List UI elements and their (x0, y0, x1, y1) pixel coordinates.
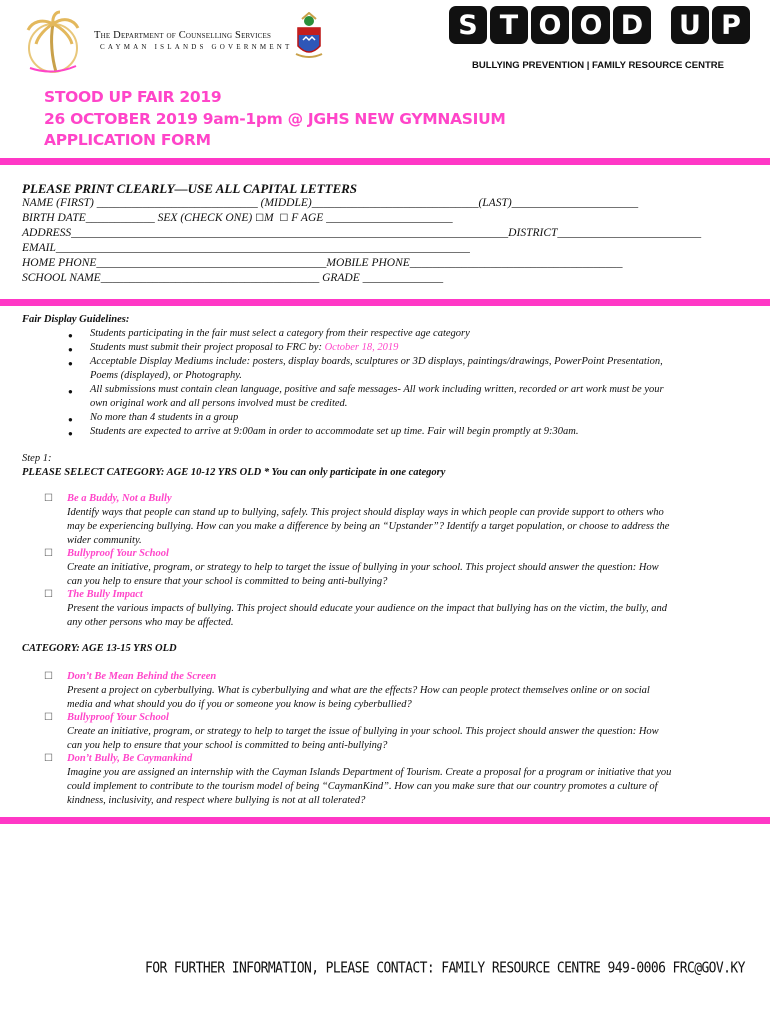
male-checkbox[interactable]: ☐ (255, 213, 265, 224)
category-desc: can you help to ensure that your school is committed to being anti-bullying? (67, 740, 388, 751)
category-checkbox[interactable]: ☐ (44, 493, 53, 504)
brand-tile: S (449, 6, 487, 44)
brand-tile: P (712, 6, 750, 44)
contact-footer: FOR FURTHER INFORMATION, PLEASE CONTACT: FAMILY RESOURCE CENTRE 949-0006 FRC@GOV.KY (145, 960, 745, 978)
department-name: The Department of Counselling Services (94, 30, 272, 41)
category-desc: Create an initiative, program, or strategy to help to target the issue of bullying in your school. This project should answer the question: How (67, 726, 659, 737)
category-checkbox[interactable]: ☐ (44, 671, 53, 682)
category-desc: media and what should you do if you or someone you know is being cyberbullied? (67, 699, 412, 710)
deadline-date: October 18, 2019 (324, 342, 399, 353)
brand-tile: U (671, 6, 709, 44)
guideline-item: All submissions must contain clean language, positive and safe messages- All work including written, recorded or art work must be your (90, 384, 664, 395)
category-desc: can you help to ensure that your school is committed to being anti-bullying? (67, 576, 388, 587)
category-heading-10-12: PLEASE SELECT CATEGORY: AGE 10-12 YRS OLD * You can only participate in one category (22, 467, 446, 478)
category-heading-13-15: CATEGORY: AGE 13-15 YRS OLD (22, 643, 177, 654)
category-checkbox[interactable]: ☐ (44, 753, 53, 764)
guideline-item: Acceptable Display Mediums include: posters, display boards, sculptures or 3D displays, paintings/drawings, PowerPoint Presentation, (90, 356, 663, 367)
guideline-item: No more than 4 students in a group (90, 412, 239, 423)
category-desc: Identify ways that people can stand up to bullying, safely. This project should display ways in which people can provide support to others who (67, 507, 664, 518)
bullet-icon: ● (68, 359, 73, 368)
guideline-item: Students participating in the fair must select a category from their respective age category (90, 328, 470, 339)
category-desc: wider community. (67, 535, 142, 546)
category-title: The Bully Impact (67, 589, 143, 600)
category-desc: Present the various impacts of bullying. This project should educate your audience on the impact that bullying has on the victim, the bully, and (67, 603, 667, 614)
category-title: Don’t Be Mean Behind the Screen (67, 671, 217, 682)
stood-up-brand (449, 6, 750, 44)
department-subtitle: CAYMAN ISLANDS GOVERNMENT (100, 43, 293, 51)
category-desc: kindness, inclusivity, and respect where bullying is not at all tolerated? (67, 795, 366, 806)
category-desc: Imagine you are assigned an internship with the Cayman Islands Department of Tourism. Create a proposal for a program or initiative that you (67, 767, 672, 778)
title-line-2: 26 OCTOBER 2019 9am-1pm @ JGHS NEW GYMNASIUM (44, 110, 506, 128)
female-age-label: F AGE ______________________ (291, 212, 453, 224)
guidelines-heading: Fair Display Guidelines: (22, 314, 130, 325)
title-line-1: STOOD UP FAIR 2019 (44, 88, 222, 106)
category-title: Bullyproof Your School (67, 548, 169, 559)
bullet-icon: ● (68, 429, 73, 438)
category-desc: Present a project on cyberbullying. What is cyberbullying and what are the effects? How can people protect themselves online or on social (67, 685, 650, 696)
male-label: M (264, 212, 274, 224)
bullet-icon: ● (68, 345, 73, 354)
category-title: Bullyproof Your School (67, 712, 169, 723)
category-desc: Create an initiative, program, or strategy to help to target the issue of bullying in your school. This project should answer the question: How (67, 562, 659, 573)
category-checkbox[interactable]: ☐ (44, 548, 53, 559)
school-field[interactable]: SCHOOL NAME______________________________________ GRADE ______________ (22, 272, 444, 284)
category-desc: could implement to contribute to the tourism model of being “CaymanKind”. How can you make sure that our country promotes a culture of (67, 781, 658, 792)
category-checkbox[interactable]: ☐ (44, 712, 53, 723)
guideline-item-cont: Poems (displayed), or Photography. (90, 370, 242, 381)
palm-logo-icon (22, 10, 84, 78)
female-checkbox[interactable]: ☐ (279, 213, 289, 224)
bullet-icon: ● (68, 387, 73, 396)
birthdate-sex-age-field[interactable] (22, 212, 453, 224)
category-checkbox[interactable]: ☐ (44, 589, 53, 600)
category-title: Be a Buddy, Not a Bully (67, 493, 172, 504)
bullet-icon: ● (68, 415, 73, 424)
brand-tile: D (613, 6, 651, 44)
coat-of-arms-icon (292, 12, 326, 60)
brand-spacer (654, 6, 668, 44)
brand-tile: O (572, 6, 610, 44)
brand-tile: T (490, 6, 528, 44)
brand-tile: O (531, 6, 569, 44)
category-desc: may be experiencing bullying. How can you make a difference by being an “Upstander”? Identify a target population, or choose to address the (67, 521, 670, 532)
print-instruction: PLEASE PRINT CLEARLY—USE ALL CAPITAL LETTERS (22, 181, 358, 196)
bullet-icon: ● (68, 331, 73, 340)
step-label: Step 1: (22, 453, 52, 464)
category-desc: any other persons who may be affected. (67, 617, 234, 628)
guideline-item: Students are expected to arrive at 9:00am in order to accommodate set up time. Fair will begin promptly at 9:30am. (90, 426, 579, 437)
category-title: Don’t Bully, Be Caymankind (67, 753, 193, 764)
guideline-item: Students must submit their project proposal to FRC by: October 18, 2019 (90, 342, 399, 353)
title-line-3: APPLICATION FORM (44, 131, 211, 149)
birthdate-label: BIRTH DATE____________ SEX (CHECK ONE) (22, 212, 253, 224)
address-field[interactable]: ADDRESS____________________________________________________________________________DISTRICT_________________________ (22, 227, 702, 239)
email-field[interactable]: EMAIL________________________________________________________________________ (22, 242, 470, 254)
guideline-item-cont: own original work and all persons involved must be credited. (90, 398, 348, 409)
name-field[interactable]: NAME (FIRST) ____________________________ (MIDDLE)_____________________________(LAST)______________________ (22, 197, 639, 209)
divider-bar (0, 817, 770, 824)
brand-tagline: BULLYING PREVENTION | FAMILY RESOURCE CENTRE (472, 60, 724, 71)
divider-bar (0, 299, 770, 306)
phone-field[interactable]: HOME PHONE________________________________________MOBILE PHONE_____________________________________ (22, 257, 623, 269)
divider-bar (0, 158, 770, 165)
